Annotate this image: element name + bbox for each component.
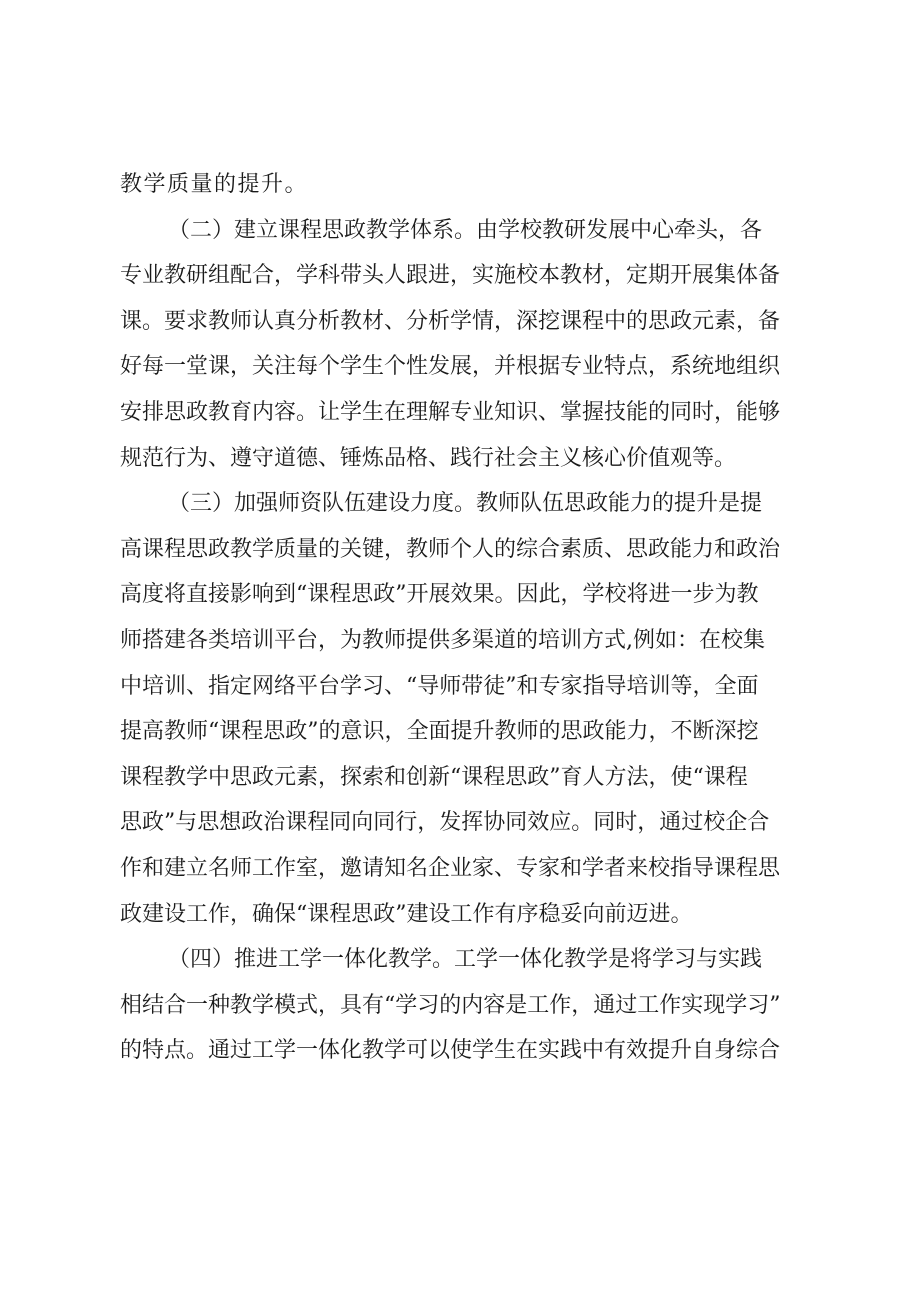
text-line: 师搭建各类培训平台，为教师提供多渠道的培训方式,例如：在校集 bbox=[120, 627, 765, 653]
text-line: 提高教师“课程思政”的意识，全面提升教师的思政能力，不断深挖 bbox=[120, 719, 759, 745]
section-heading-line: （二）建立课程思政教学体系。由学校教研发展中心牵头，各 bbox=[168, 217, 763, 243]
text-line: 中培训、指定网络平台学习、“导师带徒”和专家指导培训等，全面 bbox=[120, 673, 759, 699]
text-line: 的特点。通过工学一体化教学可以使学生在实践中有效提升自身综合 bbox=[120, 1038, 781, 1064]
text-line: 思政”与思想政治课程同向同行，发挥协同效应。同时，通过校企合 bbox=[120, 810, 770, 836]
text-line: 相结合一种教学模式，具有“学习的内容是工作，通过工作实现学习” bbox=[120, 992, 781, 1018]
text-line: 高课程思政教学质量的关键，教师个人的综合素质、思政能力和政治 bbox=[120, 536, 781, 562]
text-line: 课程教学中思政元素，探索和创新“课程思政”育人方法，使“课程 bbox=[120, 764, 748, 790]
text-line: 教学质量的提升。 bbox=[120, 172, 309, 197]
text-line: 高度将直接影响到“课程思政”开展效果。因此，学校将进一步为教 bbox=[120, 582, 759, 608]
text-line: 安排思政教育内容。让学生在理解专业知识、掌握技能的同时，能够 bbox=[120, 399, 781, 425]
text-line: 规范行为、遵守道德、锤炼品格、践行社会主义核心价值观等。 bbox=[120, 445, 737, 471]
section-heading-line: （三）加强师资队伍建设力度。教师队伍思政能力的提升是提 bbox=[168, 491, 763, 517]
text-line: 作和建立名师工作室，邀请知名企业家、专家和学者来校指导课程思 bbox=[120, 855, 781, 881]
text-line: 政建设工作，确保“课程思政”建设工作有序稳妥向前迈进。 bbox=[120, 901, 693, 927]
text-line: 专业教研组配合，学科带头人跟进，实施校本教材，定期开展集体备 bbox=[120, 263, 781, 289]
body-text bbox=[120, 162, 820, 1074]
text-line: 课。要求教师认真分析教材、分析学情，深挖课程中的思政元素，备 bbox=[120, 308, 781, 334]
text-line: 好每一堂课，关注每个学生个性发展，并根据专业特点，系统地组织 bbox=[120, 354, 781, 380]
section-heading-line: （四）推进工学一体化教学。工学一体化教学是将学习与实践 bbox=[168, 947, 763, 973]
